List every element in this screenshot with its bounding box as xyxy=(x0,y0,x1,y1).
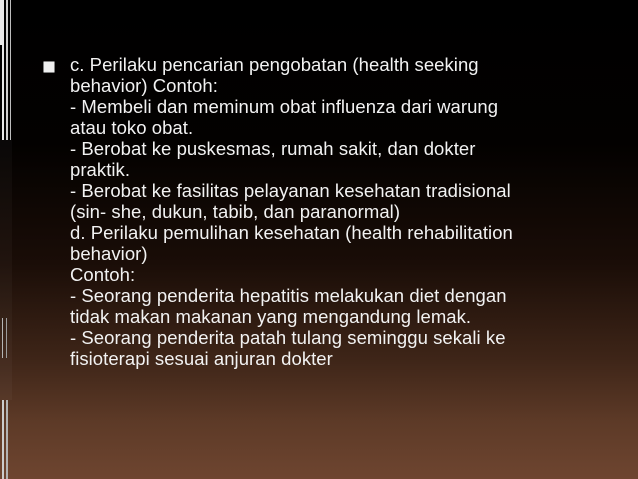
text-line: atau toko obat. xyxy=(70,117,194,138)
text-line: fisioterapi sesuai anjuran dokter xyxy=(70,348,333,369)
text-line: d. Perilaku pemulihan kesehatan (health rehabilitation xyxy=(70,222,513,243)
left-edge-block xyxy=(0,0,4,45)
left-edge-rail xyxy=(0,140,12,400)
bullet-item xyxy=(44,54,614,369)
text-line: - Berobat ke puskesmas, rumah sakit, dan dokter xyxy=(70,138,476,159)
text-line: (sin- she, dukun, tabib, dan paranormal) xyxy=(70,201,401,222)
text-line: praktik. xyxy=(70,159,131,180)
text-line: c. Perilaku pencarian pengobatan (health seeking xyxy=(70,54,479,75)
text-line: tidak makan makanan yang mengandung lemak. xyxy=(70,306,472,327)
bullet-text xyxy=(70,54,513,369)
text-line: - Membeli dan meminum obat influenza dari warung xyxy=(70,96,499,117)
slide-content xyxy=(44,54,614,369)
text-line: behavior) Contoh: xyxy=(70,75,218,96)
text-line: - Seorang penderita patah tulang seminggu sekali ke xyxy=(70,327,506,348)
square-bullet-icon xyxy=(44,62,54,72)
left-edge-decoration-middle xyxy=(0,318,12,358)
text-line: Contoh: xyxy=(70,264,136,285)
text-line: - Seorang penderita hepatitis melakukan diet dengan xyxy=(70,285,507,306)
text-line: - Berobat ke fasilitas pelayanan kesehatan tradisional xyxy=(70,180,511,201)
text-line: behavior) xyxy=(70,243,148,264)
left-edge-decoration-bottom xyxy=(0,400,12,479)
